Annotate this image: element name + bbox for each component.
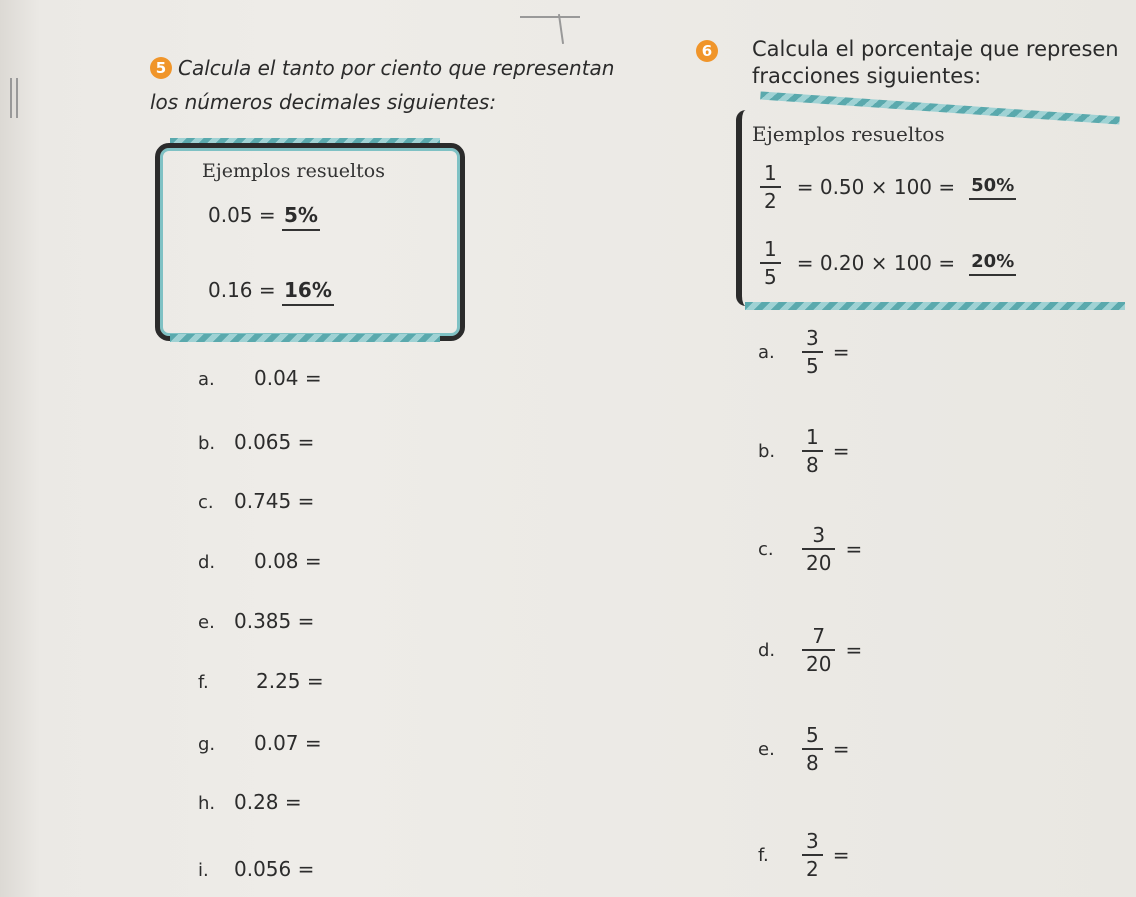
exercise-5-item-h bbox=[198, 790, 302, 814]
example-5-row-2 bbox=[208, 278, 334, 302]
fraction-numerator: 1 bbox=[764, 237, 777, 261]
example-6-row-2-fraction bbox=[760, 236, 781, 290]
item-expr: 0.056 = bbox=[234, 857, 315, 881]
page-mark bbox=[520, 16, 580, 18]
example-5-row-1-answer: 5% bbox=[282, 203, 320, 231]
exercise-5-instruction-line1: Calcula el tanto por ciento que representan bbox=[178, 56, 615, 80]
example-box-6-zigzag-bottom bbox=[745, 302, 1125, 310]
exercise-5-item-f bbox=[198, 669, 324, 693]
exercise-6-instruction-line2: fracciones siguientes: bbox=[752, 64, 982, 88]
exercise-5-instruction-line2: los números decimales siguientes: bbox=[150, 90, 497, 114]
example-box-5-title: Ejemplos resueltos bbox=[202, 160, 385, 182]
item-label: b. bbox=[758, 440, 776, 462]
item-expr: 0.385 = bbox=[234, 609, 315, 633]
item-label: d. bbox=[758, 639, 776, 661]
example-box-5-zigzag-bottom bbox=[170, 334, 440, 342]
item-equals: = bbox=[832, 737, 850, 761]
item-label: g. bbox=[198, 734, 216, 755]
example-6-row-2 bbox=[750, 236, 1016, 290]
exercise-6-item-c bbox=[758, 522, 862, 576]
fraction-denominator: 2 bbox=[802, 854, 823, 882]
exercise-5-item-e bbox=[198, 609, 314, 633]
page-mark bbox=[16, 78, 18, 118]
item-equals: = bbox=[845, 638, 863, 662]
exercise-6-badge: 6 bbox=[696, 40, 718, 62]
example-6-row-1-expr: = 0.50 × 100 = bbox=[796, 175, 956, 199]
item-expr: 0.04 = bbox=[254, 366, 322, 390]
item-label: a. bbox=[198, 369, 215, 390]
item-label: c. bbox=[198, 492, 214, 513]
fraction-numerator: 1 bbox=[806, 425, 819, 449]
item-expr: 2.25 = bbox=[256, 669, 324, 693]
item-equals: = bbox=[832, 843, 850, 867]
item-label: f. bbox=[758, 844, 769, 866]
item-fraction bbox=[802, 722, 823, 776]
item-label: e. bbox=[758, 738, 775, 760]
fraction-numerator: 1 bbox=[764, 161, 777, 185]
example-6-row-2-expr: = 0.20 × 100 = bbox=[796, 251, 956, 275]
item-label: i. bbox=[198, 860, 209, 881]
item-expr: 0.28 = bbox=[234, 790, 302, 814]
exercise-6-item-a bbox=[758, 325, 850, 379]
item-fraction bbox=[802, 424, 823, 478]
item-label: h. bbox=[198, 793, 216, 814]
item-label: b. bbox=[198, 433, 216, 454]
item-equals: = bbox=[845, 537, 863, 561]
exercise-5-badge: 5 bbox=[150, 57, 172, 79]
example-box-6-title: Ejemplos resueltos bbox=[752, 122, 945, 146]
item-label: c. bbox=[758, 538, 774, 560]
item-expr: 0.745 = bbox=[234, 489, 315, 513]
example-5-row-1 bbox=[208, 203, 320, 227]
example-6-row-1-answer: 50% bbox=[969, 175, 1016, 200]
fraction-numerator: 3 bbox=[812, 523, 826, 547]
exercise-6-item-b bbox=[758, 424, 850, 478]
item-expr: 0.065 = bbox=[234, 430, 315, 454]
fraction-denominator: 5 bbox=[802, 351, 823, 379]
exercise-5-item-a bbox=[198, 366, 322, 390]
item-equals: = bbox=[832, 340, 850, 364]
fraction-denominator: 5 bbox=[760, 262, 781, 290]
example-6-row-1 bbox=[750, 160, 1016, 214]
item-fraction bbox=[802, 522, 835, 576]
item-fraction bbox=[802, 325, 823, 379]
fraction-denominator: 8 bbox=[802, 450, 823, 478]
exercise-5-item-i bbox=[198, 857, 314, 881]
example-6-row-2-answer: 20% bbox=[969, 251, 1016, 276]
exercise-5-item-c bbox=[198, 489, 314, 513]
item-label: d. bbox=[198, 552, 216, 573]
item-label: a. bbox=[758, 341, 775, 363]
fraction-denominator: 8 bbox=[802, 748, 823, 776]
item-label: f. bbox=[198, 672, 209, 693]
item-equals: = bbox=[832, 439, 850, 463]
page-mark bbox=[10, 78, 12, 118]
exercise-6-item-e bbox=[758, 722, 850, 776]
example-5-row-1-expr: 0.05 = bbox=[208, 203, 276, 227]
fraction-numerator: 5 bbox=[806, 723, 819, 747]
item-expr: 0.08 = bbox=[254, 549, 322, 573]
exercise-5-item-b bbox=[198, 430, 314, 454]
exercise-6-instruction-line1: Calcula el porcentaje que represen bbox=[752, 37, 1119, 61]
fraction-denominator: 20 bbox=[802, 548, 835, 576]
item-expr: 0.07 = bbox=[254, 731, 322, 755]
exercise-6-item-d bbox=[758, 623, 862, 677]
example-6-row-1-fraction bbox=[760, 160, 781, 214]
item-fraction bbox=[802, 828, 823, 882]
page-mark bbox=[558, 14, 564, 44]
fraction-numerator: 3 bbox=[806, 326, 819, 350]
example-5-row-2-answer: 16% bbox=[282, 278, 334, 306]
fraction-numerator: 7 bbox=[812, 624, 826, 648]
exercise-5-item-g bbox=[198, 731, 322, 755]
fraction-denominator: 20 bbox=[802, 649, 835, 677]
item-label: e. bbox=[198, 612, 215, 633]
example-5-row-2-expr: 0.16 = bbox=[208, 278, 276, 302]
fraction-numerator: 3 bbox=[806, 829, 819, 853]
fraction-denominator: 2 bbox=[760, 186, 781, 214]
item-fraction bbox=[802, 623, 835, 677]
exercise-6-item-f bbox=[758, 828, 850, 882]
exercise-5-item-d bbox=[198, 549, 322, 573]
